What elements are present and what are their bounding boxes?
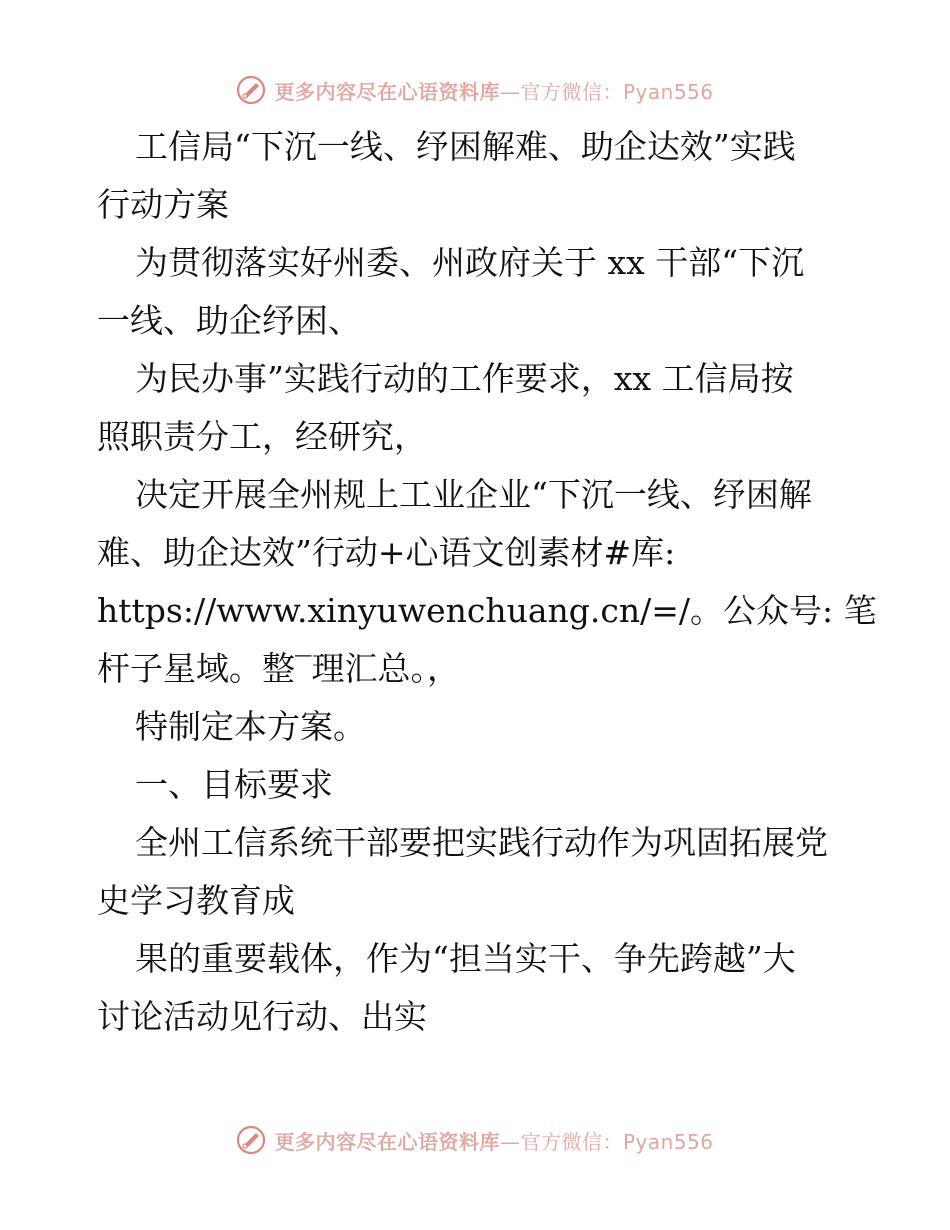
- paragraph-line: 特制定本方案。: [135, 707, 366, 746]
- url-line: https://www.xinyuwenchuang.cn/=/。公众号: 笔: [97, 591, 877, 630]
- paragraph-line: 决定开展全州规上工业企业“下沉一线、纾困解: [135, 475, 812, 514]
- paragraph-line: 果的重要载体，作为“担当实干、争先跨越”大: [135, 939, 796, 978]
- brand-logo-icon: [236, 75, 266, 105]
- doc-title-line-2: 行动方案: [97, 185, 229, 224]
- paragraph-line: 为贯彻落实好州委、州政府关于 xx 干部“下沉: [135, 243, 805, 282]
- watermark-text: 更多内容尽在心语资料库—官方微信：Pyan556: [274, 79, 714, 104]
- header-watermark: [0, 70, 950, 110]
- paragraph-line: 为民办事”实践行动的工作要求，xx 工信局按: [135, 359, 794, 398]
- document-body: [97, 118, 877, 1046]
- paragraph-line: 全州工信系统干部要把实践行动作为巩固拓展党: [135, 823, 828, 862]
- paragraph-line: 难、助企达效”行动+心语文创素材#库:: [97, 533, 676, 572]
- brand-logo-icon: [236, 1125, 266, 1155]
- watermark-text: 更多内容尽在心语资料库—官方微信：Pyan556: [274, 1129, 714, 1154]
- footer-watermark: [0, 1120, 950, 1160]
- paragraph-line: 照职责分工，经研究，: [97, 417, 427, 456]
- paragraph-line: 讨论活动见行动、出实: [97, 997, 427, 1036]
- paragraph-line: 杆子星域。整‾理汇总。，: [97, 649, 460, 688]
- paragraph-line: 一线、助企纾困、: [97, 301, 361, 340]
- section-heading: 一、目标要求: [135, 765, 333, 804]
- paragraph-line: 史学习教育成: [97, 881, 295, 920]
- doc-title-line-1: 工信局“下沉一线、纾困解难、助企达效”实践: [135, 127, 796, 166]
